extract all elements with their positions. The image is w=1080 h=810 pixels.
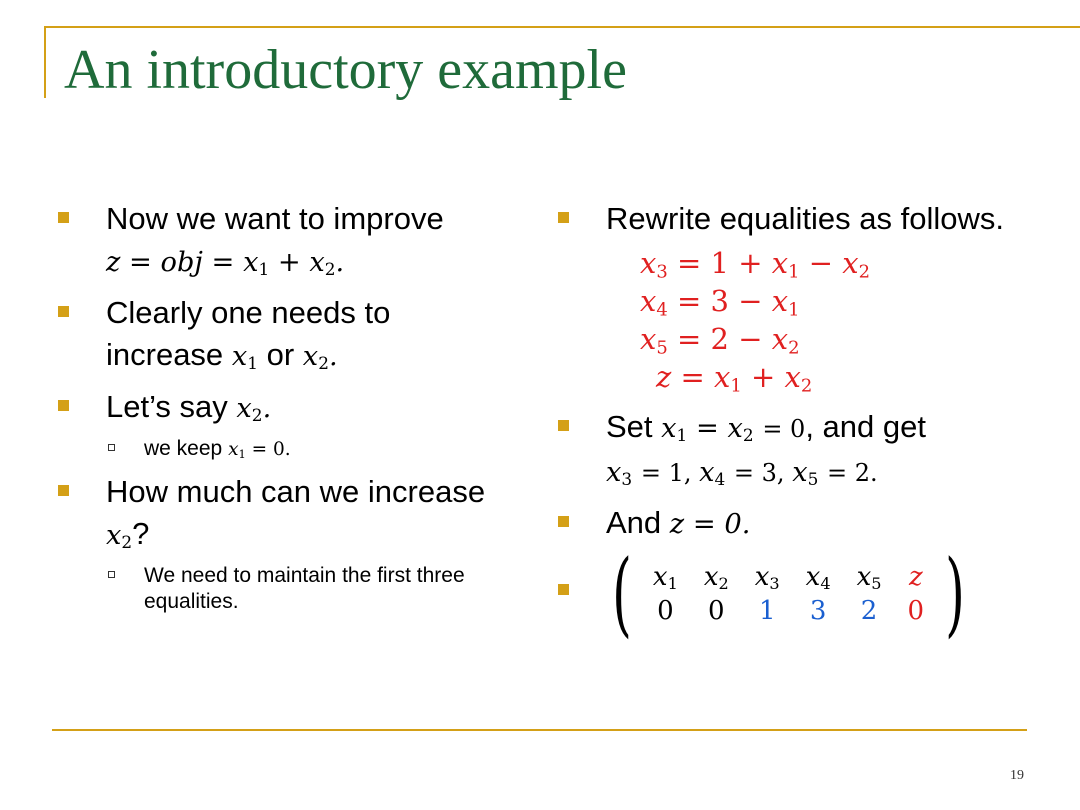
matrix-var-z: z — [908, 562, 923, 592]
equation-x5: $x_5 = 2 - x_2$ — [640, 322, 800, 359]
bullet-improve-objective: Now we want to improve z = obj = $x_1 + x_2$. — [52, 198, 512, 284]
bullet-rewrite: Rewrite equalities as follows. — [552, 198, 1052, 240]
matrix-var-x3: $x_3$ — [754, 562, 780, 594]
matrix-var-x5: $x_5$ — [856, 562, 882, 594]
bullet-increase-variable: Clearly one needs to increase $x_1$ or $x_2$. — [52, 292, 512, 378]
var-x2: $x_2$ — [106, 520, 133, 553]
bullet-set-zero: Set $x_1 = x_2 = 0$, and get $x_3 = 1$, $x_4 = 3$, $x_5 = 2$. — [552, 406, 1052, 494]
equation-x3: $x_3 = 1 + x_1 - x_2$ — [640, 246, 871, 283]
matrix-val-z: 0 — [907, 596, 925, 626]
objective-formula: z = obj = $x_1 + x_2$. — [106, 247, 345, 280]
equation-x4: $x_4 = 3 - x_1$ — [640, 284, 800, 321]
slide-title: An introductory example — [64, 39, 627, 101]
right-paren: ) — [945, 540, 965, 647]
hollow-square-icon — [108, 444, 115, 451]
left-paren: ( — [612, 540, 632, 647]
bullet-square-icon — [558, 212, 569, 223]
var-x2: $x_2$. — [302, 341, 338, 374]
var-x1: $x_1$ — [231, 341, 258, 374]
matrix-header-row — [640, 560, 937, 594]
subbullet-keep-x1: we keep $x_1 = 0$. — [52, 436, 512, 463]
matrix-val-x5: 2 — [860, 596, 878, 626]
right-column — [552, 198, 1052, 647]
left-column — [52, 198, 512, 623]
bullet-matrix — [552, 540, 1052, 647]
page-number: 19 — [1010, 768, 1024, 783]
bullet-square-icon — [558, 516, 569, 527]
hollow-square-icon — [108, 571, 115, 578]
matrix-val-x3: 1 — [758, 596, 776, 626]
frame-left-rule — [44, 26, 46, 98]
bullet-square-icon — [558, 420, 569, 431]
frame-top-rule — [44, 26, 1080, 28]
bullet-square-icon — [58, 306, 69, 317]
matrix-var-x4: $x_4$ — [805, 562, 831, 594]
bullet-square-icon — [58, 400, 69, 411]
matrix-val-x1: 0 — [657, 596, 674, 626]
tableau-matrix — [604, 540, 973, 647]
matrix-val-x4: 3 — [809, 596, 827, 626]
matrix-value-row — [640, 594, 937, 628]
bullet-choose-x2: Let’s say $x_2$. — [52, 386, 512, 430]
matrix-var-x2: $x_2$ — [703, 562, 729, 594]
matrix-val-x2: 0 — [708, 596, 725, 626]
subbullet-maintain-equalities: We need to maintain the first three equalities. — [52, 563, 512, 615]
bullet-square-icon — [58, 212, 69, 223]
bullet-z-zero: And z = 0. — [552, 502, 1052, 546]
equation-block — [640, 244, 1052, 396]
basic-values: $x_3 = 1$, $x_4 = 3$, $x_5 = 2$. — [606, 457, 878, 490]
bullet-square-icon — [58, 485, 69, 496]
footer-rule — [52, 729, 1027, 731]
var-x2: $x_2$. — [236, 393, 272, 426]
matrix-var-x1: $x_1$ — [652, 562, 678, 594]
bullet-how-much: How much can we increase $x_2$? — [52, 471, 512, 557]
equation-z: $z = x_1 + x_2$ — [656, 360, 813, 397]
bullet-square-icon — [558, 584, 569, 595]
